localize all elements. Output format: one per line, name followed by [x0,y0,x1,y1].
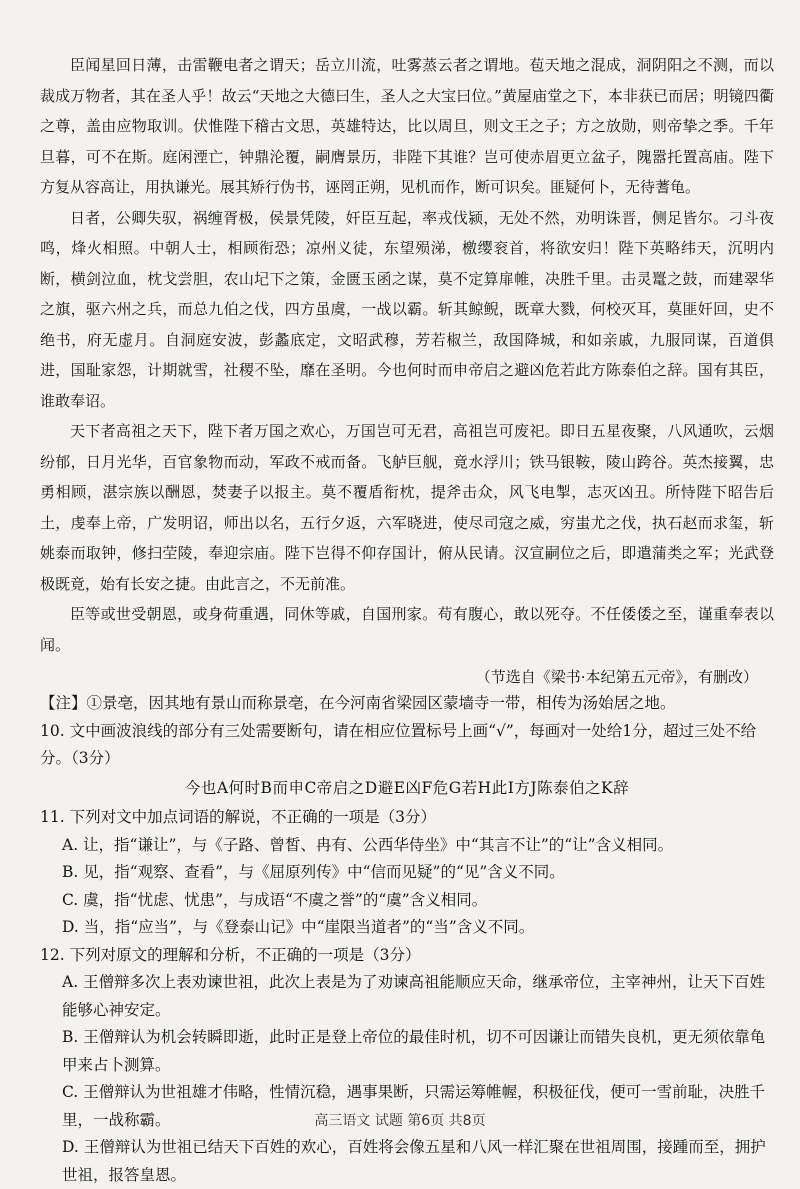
question-12-stem: 12. 下列对原文的理解和分析，不正确的一项是（3分） [40,945,421,964]
page-footer: 高三语文 试题 第6页 共8页 [314,1113,486,1129]
question-12-option-d: D. 王僧辩认为世祖已结天下百姓的欢心，百姓将会像五星和八风一样汇聚在世祖周围，接踵而至，拥护世祖，报答皇恩。 [62,1138,766,1184]
question-11-stem: 11. 下列对文中加点词语的解说，不正确的一项是（3分） [40,808,436,826]
passage-source: （节选自《梁书·本纪第五元帝》，有删改） [475,668,758,686]
passage-paragraph-2: 日者，公卿失驭，祸缠胥极，侯景凭陵，奸臣互起，率戎伐颍，无处不然，劝明诛晋，侧足皆尔。刁斗夜鸣，烽火相照。中朝人士，相顾衔恐；凉州义徒，东望殒涕，檄缨衮首，将欲安归！陛下英略纬天，沉明内断，横剑泣血，枕戈尝胆，农山圮下之策，金匮玉函之谋，莫不定算扉帷，决胜千里。击灵鼍之鼓，而建翠华之旗，驱六州之兵，而总九伯之伐，四方虽虞，一战以霸。斩其鲸鲵，既章大戮，何校灭耳，莫匪奸回，史不绝书，府无虚月。自洞庭安波，彭蠡底定，文昭武穆，芳若椒兰，敌国降城，和如亲戚，九服同谋，百道俱进，国耻家怨，计期就雪，社稷不坠，靡在圣明。今也何时而申帝启之避凶危若此方陈泰伯之辞。国有其臣，谁敢奉诏。 [40,208,774,410]
question-11-option-c: C. 虞，指“忧虑、忧患”，与成语“不虞之誉”的“虞”含义相同。 [62,890,488,909]
question-12-option-b: B. 王僧辩认为机会转瞬即逝，此时正是登上帝位的最佳时机，切不可因谦让而错失良机，更无须依靠龟甲来占卜测算。 [62,1028,766,1074]
passage-paragraph-1: 臣闻星回日薄，击雷鞭电者之谓天；岳立川流，吐雾蒸云者之谓地。苞天地之混成，洞阴阳之不测，而以裁成万物者，其在圣人乎！故云“天地之大德曰生，圣人之大宝曰位。”黄屋庙堂之下，本非获已而居；明镜四衢之尊，盖由应物取训。伏惟陛下稽古文思，英雄特达，比以周旦，则文王之子；方之放勋，则帝挚之季。千年旦暮，可不在斯。庭闲湮亡，钟鼎沦覆，嗣膺景历，非陛下其谁？岂可使赤眉更立盆子，隗嚣托置高庙。陛下方复从容高让，用执谦光。展其矫行伪书，诬罔正朔，见机而作，断可识矣。匪疑何卜，无待蓍龟。 [40,56,774,196]
question-11-option-b: B. 见，指“观察、查看”，与《屈原列传》中“信而见疑”的“见”含义不同。 [62,863,565,881]
passage-paragraph-3: 天下者高祖之天下，陛下者万国之欢心，万国岂可无君，高祖岂可废祀。即日五星夜聚，八风通吹，云烟纷郁，日月光华，百官象物而动，军政不戒而备。飞舻巨舰，竟水浮川；铁马银鞍，陵山跨谷。英杰接翼，忠勇相顾，湛宗族以酬恩，焚妻子以报主。莫不覆盾衔枕，提斧击众，风飞电掣，志灭凶丑。所恃陛下昭告后土，虔奉上帝，广发明诏，师出以名，五行夕返，六军晓进，使尽司寇之威，穷蚩尤之伐，执石赵而求玺，斩姚泰而取钟，修扫茔陵，奉迎宗庙。陛下岂得不仰存国计，俯从民请。汉宣嗣位之后，即遣蒲类之军；光武登极既竟，始有长安之捷。由此言之，不无前准。 [40,422,774,593]
question-12-option-c: C. 王僧辩认为世祖雄才伟略，性情沉稳，遇事果断，只需运筹帷幄，积极征伐，便可一雪前耻，决胜千里，一战称霸。 [62,1083,766,1129]
classical-passage [40,50,774,660]
annotation-note: 【注】①景亳，因其地有景山而称景亳，在今河南省梁园区蒙墙寺一带，相传为汤始居之地。 [40,694,676,712]
question-10-sentence: 今也A何时B而申C帝启之D避E凶F危G若H此I方J陈泰伯之K辞 [184,778,630,797]
question-11-option-a: A. 让，指“谦让”，与《子路、曾皙、冉有、公西华侍坐》中“其言不让”的“让”含义相同。 [62,835,674,854]
passage-paragraph-4: 臣等或世受朝恩，或身荷重遇，同休等戚，自国刑家。苟有腹心，敢以死夺。不任倭倭之至，谨重奉表以闻。 [40,605,774,654]
question-10-stem: 10. 文中画波浪线的部分有三处需要断句，请在相应位置标号上画“√”，每画对一处给1分，超过三处不给分。（3分） [40,721,757,767]
question-11-option-d: D. 当，指“应当”，与《登泰山记》中“崖限当道者”的“当”含义不同。 [62,918,535,936]
question-12-option-a: A. 王僧辩多次上表劝谏世祖，此次上表是为了劝谏高祖能顺应天命，继承帝位，主宰神州，让天下百姓能够心神安定。 [62,973,766,1019]
